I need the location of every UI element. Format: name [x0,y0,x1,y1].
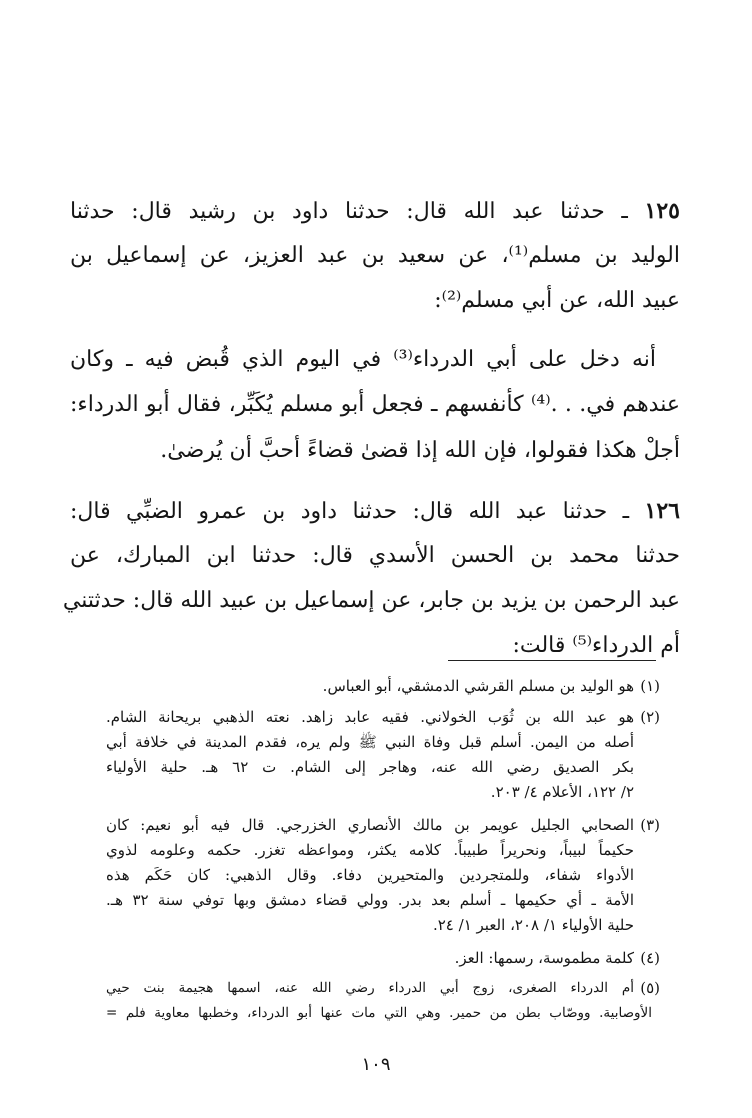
hadith-126-line-4: أم الدرداء⁽⁵⁾ قالت: [512,633,680,658]
footnote-3-marker: (٣) [640,816,660,834]
footnote-separator [448,660,656,661]
footnote-2-line-2: أصله من اليمن. أسلم قبل وفاة النبي ﷺ ولم يره، فقدم المدينة في خلافة أبي [106,733,634,751]
hadith-number-126: ١٢٦ [644,498,680,524]
hadith-125-line-4: أنه دخل على أبي الدرداء⁽³⁾ في اليوم الذي قُبض فيه ـ وكان [70,347,656,372]
hadith-125-line-2: الوليد بن مسلم⁽¹⁾، عن سعيد بن عبد العزيز، عن إسماعيل بن [70,243,680,268]
hadith-125-line-1-text: ـ حدثنا عبد الله قال: حدثنا داود بن رشيد قال: حدثنا [70,199,645,224]
footnote-1-line-1: هو الوليد بن مسلم القرشي الدمشقي، أبو العباس. [322,677,634,695]
hadith-126-line-1 [70,496,680,527]
footnote-5-marker: (٥) [640,979,660,997]
hadith-125-line-1 [70,196,680,227]
footnote-3-line-4: الأمة ـ أي حكيمها ـ أسلم بعد بدر. وولي قضاء دمشق وبها توفي سنة ٣٢ هـ. [106,891,634,909]
footnote-3-line-3: الأدواء شفاء، وللمتجردين والمتحيرين دفاء. وقال الذهبي: كان حَكَم هذه [106,866,634,884]
hadith-number-125: ١٢٥ [644,198,680,224]
page-number: ١٠٩ [361,1054,391,1075]
footnote-3-line-2: حكيماً لبيباً، ونحريراً طبيباً. كلامه يكثر، ومواعظه تغزر. حكمه وعلومه لذوي [106,841,634,859]
footnote-2-marker: (٢) [640,708,660,726]
hadith-126-line-2: حدثنا محمد بن الحسن الأسدي قال: حدثنا ابن المبارك، عن [70,543,680,568]
hadith-126-line-3: عبد الرحمن بن يزيد بن جابر، عن إسماعيل بن عبيد الله قال: حدثتني [62,588,680,613]
footnote-5-line-1: أم الدرداء الصغرى، زوج أبي الدرداء رضي الله عنه، اسمها هجيمة بنت حيي [106,980,634,996]
footnote-4-line-1: كلمة مطموسة، رسمها: العز. [454,949,634,967]
footnote-2-line-1: هو عبد الله بن ثُوَب الخولاني. فقيه عابد زاهد. نعته الذهبي بريحانة الشام. [106,708,634,726]
footnote-3-line-1: الصحابي الجليل عويمر بن مالك الأنصاري الخزرجي. قال فيه أبو نعيم: كان [106,816,634,834]
hadith-125-line-5: عندهم في. . .⁽⁴⁾ كأنفسهم ـ فجعل أبو مسلم يُكَبِّر، فقال أبو الدرداء: [70,392,680,417]
footnote-4-marker: (٤) [640,949,660,967]
footnote-2-line-4: ٢/ ١٢٢، الأعلام ٤/ ٢٠٣. [490,783,634,801]
footnote-3-line-5: حلية الأولياء ١/ ٢٠٨، العبر ١/ ٢٤. [432,916,634,934]
footnote-1-marker: (١) [640,677,660,695]
hadith-126-line-1-text: ـ حدثنا عبد الله قال: حدثنا داود بن عمرو الضبِّي قال: [70,499,645,524]
footnote-5-line-2: الأوصابية. ووصّاب بطن من حمير. وهي التي مات عنها أبو الدرداء، وخطبها معاوية فلم = [106,1005,652,1021]
hadith-125-line-3: عبيد الله، عن أبي مسلم⁽²⁾: [434,288,680,313]
footnote-2-line-3: بكر الصديق رضي الله عنه، وهاجر إلى الشام. ت ٦٢ هـ. حلية الأولياء [106,758,634,776]
hadith-125-line-6: أجلْ هكذا فقولوا، فإن الله إذا قضىٰ قضاءً أحبَّ أن يُرضىٰ. [160,438,680,463]
